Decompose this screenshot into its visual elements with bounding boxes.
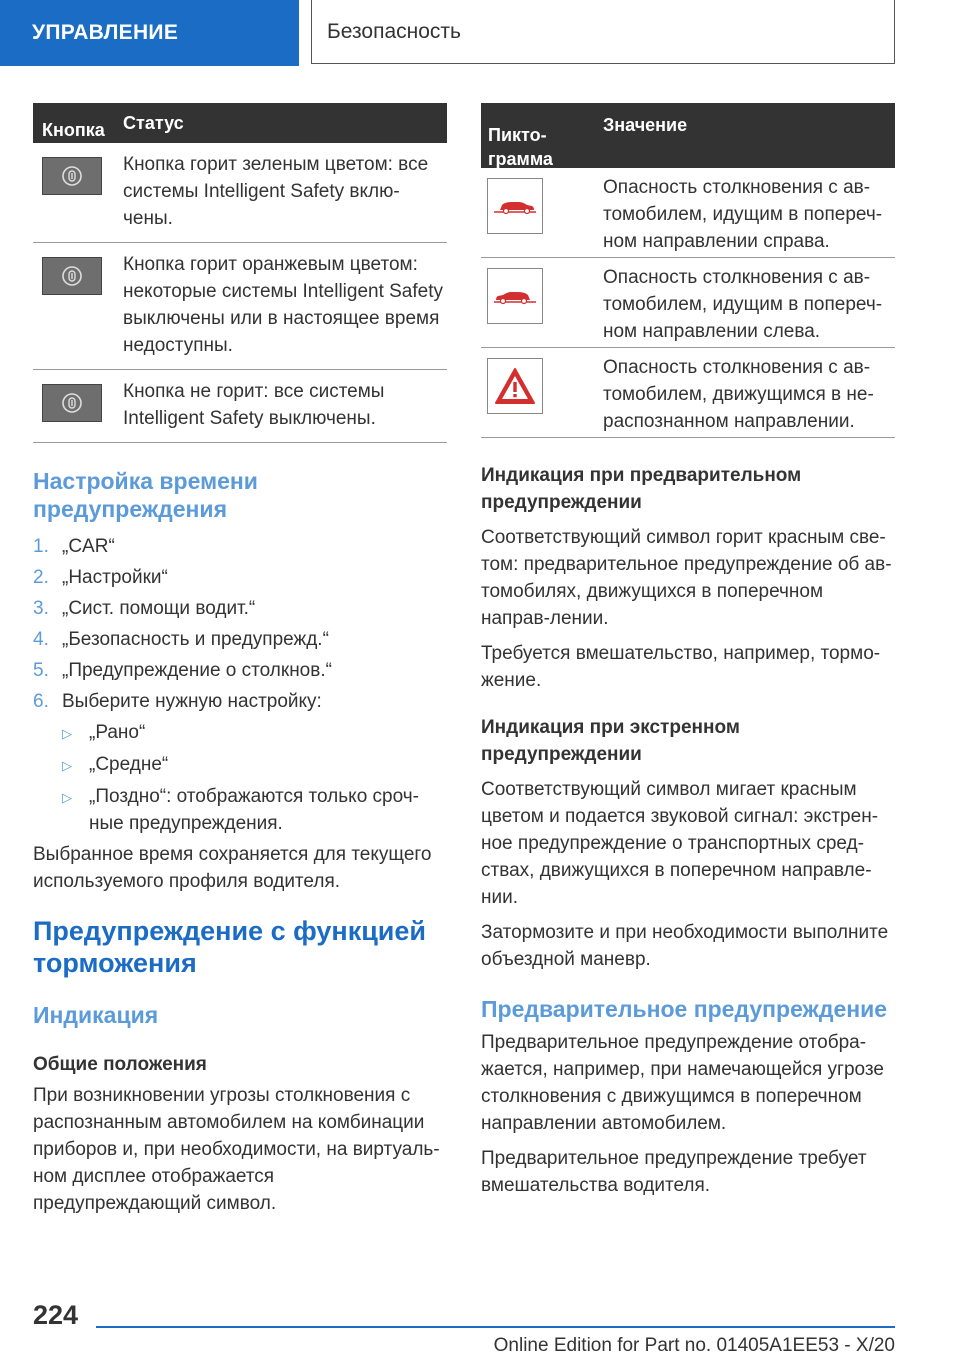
warning-triangle-icon — [487, 358, 543, 414]
table-cell-icon — [481, 258, 603, 347]
prewarning-indication-text-2: Требуется вмешательство, например, тормо-жение. — [481, 643, 881, 691]
prewarning-indication-text-1: Соответствующий символ горит красным све-том: предварительное предупреждение об ав-томобилях, движущихся в поперечном направ-лении. — [481, 527, 892, 629]
options-list — [62, 719, 447, 837]
car-from-right-icon — [487, 178, 543, 234]
steps-list — [33, 533, 447, 715]
table-cell-icon — [33, 143, 123, 242]
intelligent-safety-button-icon — [42, 157, 102, 195]
page-number: 224 — [33, 1300, 79, 1330]
prewarning-text-2: Предварительное предупреждение требует вмешательства водителя. — [481, 1148, 867, 1196]
table-cell-icon — [33, 243, 123, 369]
acute-indication-text-2: Затормозите и при необходимости выполните объездной маневр. — [481, 922, 889, 970]
bullet-triangle-icon: ▷ — [62, 726, 72, 741]
list-item — [33, 595, 447, 622]
indication-subheading: Индикация — [33, 1002, 159, 1028]
table-header — [481, 103, 895, 168]
option-text: „Средне“ — [89, 754, 169, 775]
option-text: „Поздно“: отображаются только сроч-ные предупреждения. — [89, 786, 419, 834]
step-number: 5. — [33, 660, 49, 681]
braking-warning-heading: Предупреждение с функцией торможения — [33, 916, 427, 978]
col-header-picto: Пикто-грамма — [488, 125, 553, 169]
table-row — [481, 258, 895, 348]
step-text: „CAR“ — [62, 536, 115, 557]
table-cell-icon — [481, 348, 603, 437]
meaning-text: Опасность столкновения с ав-томобилем, идущим в попереч-ном направлении справа. — [603, 177, 883, 252]
step-number: 2. — [33, 567, 49, 588]
table-row — [33, 143, 447, 243]
col-header-meaning: Значение — [603, 115, 688, 135]
table-row — [33, 243, 447, 370]
list-item — [33, 564, 447, 591]
status-text: Кнопка горит зеленым цветом: все системы Intelligent Safety вклю-чены. — [123, 154, 429, 229]
general-title: Общие положения — [33, 1054, 207, 1075]
step-text: „Безопасность и предупрежд.“ — [62, 629, 329, 650]
table-row — [481, 168, 895, 258]
status-text: Кнопка не горит: все системы Intelligent Safety выключены. — [123, 381, 385, 429]
step-number: 1. — [33, 536, 49, 557]
list-item — [33, 533, 447, 560]
option-text: „Рано“ — [89, 722, 146, 743]
acute-indication-text-1: Соответствующий символ мигает красным цветом и подается звуковой сигнал: экстрен-ное предупреждение о транспортных сред-ствах, движущихся в поперечном направле-нии. — [481, 779, 879, 908]
step-text: Выберите нужную настройку: — [62, 691, 322, 712]
table-cell-icon — [481, 168, 603, 257]
intelligent-safety-button-icon — [42, 257, 102, 295]
step-number: 3. — [33, 598, 49, 619]
bullet-triangle-icon: ▷ — [62, 790, 72, 805]
step-number: 6. — [33, 691, 49, 712]
general-text: При возникновении угрозы столкновения с распознанным автомобилем на комбинации приборов и, при необходимости, на виртуаль-ном дисплее отображается предупреждающий символ. — [33, 1085, 440, 1214]
footer-divider — [96, 1326, 895, 1328]
step-text: „Предупреждение о столкнов.“ — [62, 660, 332, 681]
step-text: „Настройки“ — [62, 567, 168, 588]
list-item — [33, 657, 447, 684]
warning-time-heading: Настройка времени предупреждения — [33, 468, 258, 522]
prewarning-indication-title: Индикация при предварительном предупреждении — [481, 465, 802, 513]
list-item — [62, 783, 447, 837]
acute-indication-title: Индикация при экстренном предупреждении — [481, 717, 740, 765]
list-item — [62, 719, 447, 747]
col-header-status: Статус — [123, 112, 184, 133]
warning-time-note: Выбранное время сохраняется для текущего используемого профиля водителя. — [33, 844, 432, 892]
table-row — [33, 370, 447, 443]
list-item — [33, 688, 447, 715]
list-item — [33, 626, 447, 653]
intelligent-safety-button-icon — [42, 384, 102, 422]
step-number: 4. — [33, 629, 49, 650]
right-column — [481, 103, 895, 1199]
table-row — [481, 348, 895, 438]
car-from-left-icon — [487, 268, 543, 324]
step-text: „Сист. помощи водит.“ — [62, 598, 256, 619]
chapter-title: Безопасность — [311, 0, 895, 64]
table-cell-icon — [33, 370, 123, 442]
list-item — [62, 751, 447, 779]
button-status-table — [33, 103, 447, 443]
col-header-button: Кнопка — [42, 119, 105, 140]
status-text: Кнопка горит оранжевым цветом: некоторые системы Intelligent Safety выключены или в настоящее время недоступны. — [123, 254, 444, 356]
table-header — [33, 103, 447, 143]
meaning-text: Опасность столкновения с ав-томобилем, идущим в попереч-ном направлении слева. — [603, 267, 883, 342]
left-column — [33, 103, 447, 1217]
prewarning-heading: Предварительное предупреждение — [481, 996, 888, 1022]
prewarning-text-1: Предварительное предупреждение отобра-жается, например, при намечающейся угрозе столкновения с движущимся в поперечном направлении автомобилем. — [481, 1032, 884, 1134]
section-tab: УПРАВЛЕНИЕ — [0, 0, 299, 66]
pictogram-table — [481, 103, 895, 438]
meaning-text: Опасность столкновения с ав-томобилем, движущимся в не-распознанном направлении. — [603, 357, 874, 432]
edition-text: Online Edition for Part no. 01405A1EE53 - X/20 — [493, 1335, 895, 1356]
bullet-triangle-icon: ▷ — [62, 758, 72, 773]
